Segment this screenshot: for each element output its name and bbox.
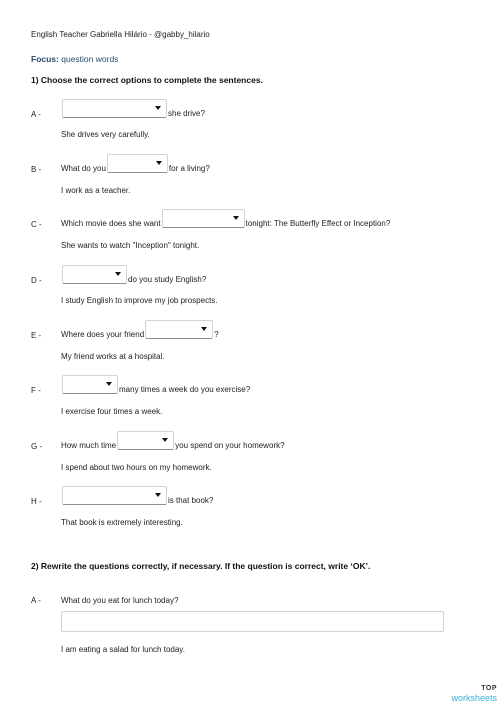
item-e-text-after: ? xyxy=(214,330,219,339)
chevron-down-icon xyxy=(162,438,168,442)
chevron-down-icon xyxy=(115,272,121,276)
rewrite-a-question: What do you eat for lunch today? xyxy=(61,596,179,605)
chevron-down-icon xyxy=(156,161,162,165)
item-a-question xyxy=(61,99,205,118)
item-e-question xyxy=(61,320,219,339)
item-f-letter: F - xyxy=(31,386,41,395)
item-c-text-after: tonight: The Butterfly Effect or Inception? xyxy=(245,219,391,228)
item-b-question xyxy=(61,154,210,173)
chevron-down-icon xyxy=(106,382,112,386)
logo-bottom-text: worksheets xyxy=(451,693,497,703)
item-h-answer: That book is extremely interesting. xyxy=(61,518,183,527)
item-f-question xyxy=(61,375,250,394)
item-e-letter: E - xyxy=(31,331,42,340)
item-b-dropdown[interactable] xyxy=(107,154,168,173)
item-g-letter: G - xyxy=(31,442,43,451)
item-g-text-after: you spend on your homework? xyxy=(175,441,285,450)
chevron-down-icon xyxy=(201,327,207,331)
item-d-letter: D - xyxy=(31,276,42,285)
item-c-text-before: Which movie does she want xyxy=(61,219,161,228)
item-d-text-after: do you study English? xyxy=(128,275,207,284)
item-e-answer: My friend works at a hospital. xyxy=(61,352,165,361)
item-c-dropdown[interactable] xyxy=(162,209,245,228)
item-a-text-after: she drive? xyxy=(168,109,205,118)
logo-top-text: TOP xyxy=(481,685,497,692)
focus-line xyxy=(31,54,118,64)
rewrite-a-input[interactable] xyxy=(61,611,444,632)
author-credit: English Teacher Gabriella Hilário - @gabby_hilario xyxy=(31,30,210,39)
item-c-letter: C - xyxy=(31,220,42,229)
item-c-answer: She wants to watch "Inception" tonight. xyxy=(61,241,200,250)
item-h-text-after: is that book? xyxy=(168,496,214,505)
item-h-dropdown[interactable] xyxy=(62,486,167,505)
item-g-dropdown[interactable] xyxy=(117,431,174,450)
item-h-question xyxy=(61,486,213,505)
item-f-dropdown[interactable] xyxy=(62,375,118,394)
focus-label: Focus: xyxy=(31,54,59,64)
item-c-question xyxy=(61,209,390,228)
section2-instruction: 2) Rewrite the questions correctly, if necessary. If the question is correct, write ‘OK’. xyxy=(31,561,371,571)
item-b-text-before: What do you xyxy=(61,164,106,173)
item-f-text-after: many times a week do you exercise? xyxy=(119,385,251,394)
item-d-answer: I study English to improve my job prospects. xyxy=(61,296,218,305)
item-d-dropdown[interactable] xyxy=(62,265,127,284)
item-e-dropdown[interactable] xyxy=(145,320,213,339)
item-h-letter: H - xyxy=(31,497,42,506)
rewrite-a-letter: A - xyxy=(31,596,41,605)
item-b-text-after: for a living? xyxy=(168,164,210,173)
rewrite-a-answer: I am eating a salad for lunch today. xyxy=(61,645,185,654)
focus-value: question words xyxy=(61,54,119,64)
chevron-down-icon xyxy=(155,493,161,497)
item-g-question xyxy=(61,431,285,450)
item-g-answer: I spend about two hours on my homework. xyxy=(61,463,212,472)
section1-instruction: 1) Choose the correct options to complete the sentences. xyxy=(31,75,263,85)
item-a-answer: She drives very carefully. xyxy=(61,130,150,139)
chevron-down-icon xyxy=(233,216,239,220)
item-f-answer: I exercise four times a week. xyxy=(61,407,163,416)
item-a-dropdown[interactable] xyxy=(62,99,167,118)
chevron-down-icon xyxy=(155,106,161,110)
item-d-question xyxy=(61,265,206,284)
item-b-answer: I work as a teacher. xyxy=(61,186,131,195)
item-b-letter: B - xyxy=(31,165,42,174)
item-a-letter: A - xyxy=(31,110,41,119)
item-e-text-before: Where does your friend xyxy=(61,330,145,339)
item-g-text-before: How much time xyxy=(61,441,117,450)
topworksheets-logo xyxy=(437,685,497,703)
